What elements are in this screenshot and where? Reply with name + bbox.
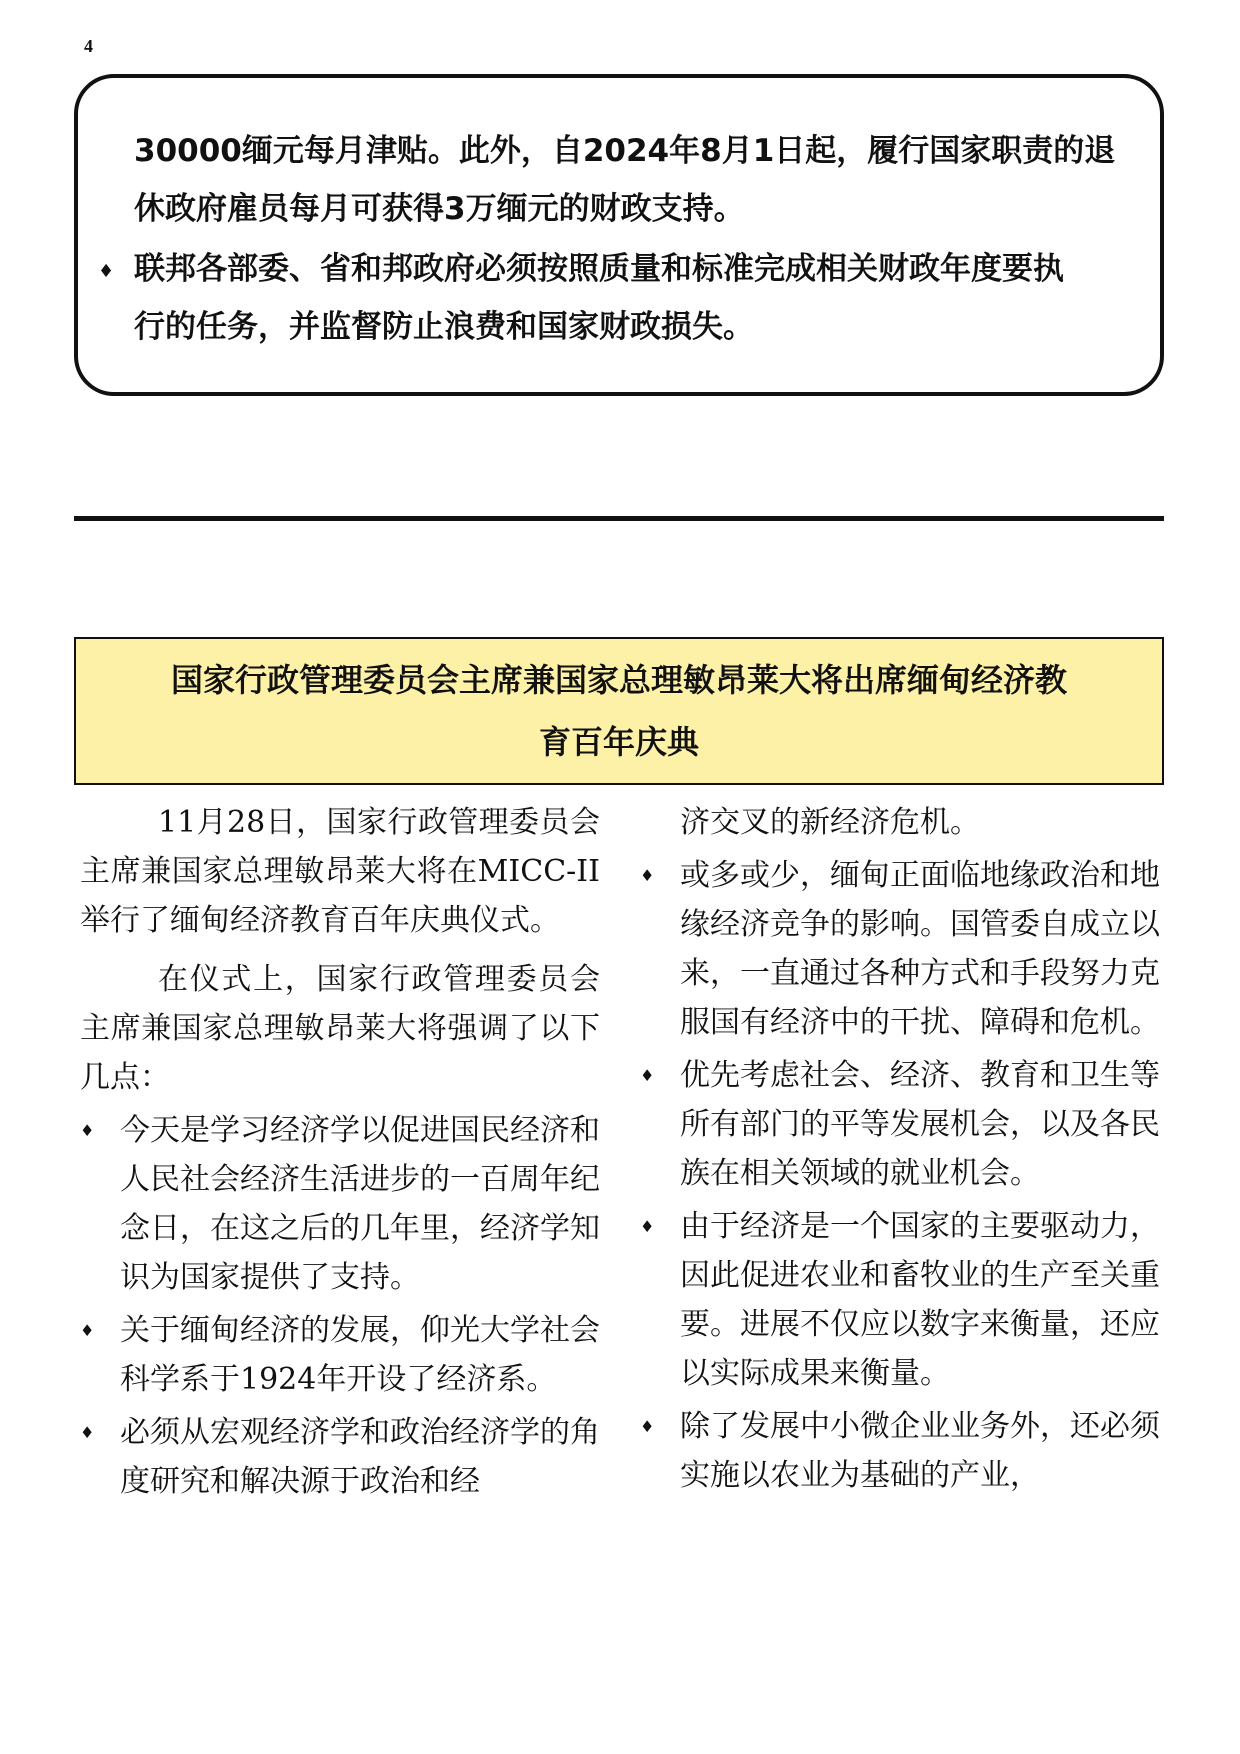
box-line-4: 行的任务，并监督防止浪费和国家财政损失。	[134, 309, 754, 345]
list-item	[80, 1106, 600, 1302]
list-item-text: 除了发展中小微企业业务外，还必须实施以农业为基础的产业，	[680, 1409, 1160, 1493]
bullet-diamond-icon: ♦	[98, 261, 115, 282]
box-line-2: 休政府雇员每月可获得3万缅元的财政支持。	[134, 191, 745, 227]
list-item	[80, 1408, 600, 1506]
continued-text-box	[74, 74, 1164, 396]
list-item	[640, 1402, 1160, 1500]
article-headline	[74, 637, 1164, 785]
section-divider	[74, 516, 1164, 521]
list-item	[640, 851, 1160, 1047]
bullet-diamond-icon: ♦	[640, 866, 655, 885]
list-item-text: 今天是学习经济学以促进国民经济和人民社会经济生活进步的一百周年纪念日，在这之后的几年里，经济学知识为国家提供了支持。	[120, 1113, 600, 1295]
bullet-diamond-icon: ♦	[80, 1121, 95, 1140]
page-number: 4	[84, 36, 93, 56]
continuation-text: 济交叉的新经济危机。	[680, 805, 980, 840]
list-item-text: 由于经济是一个国家的主要驱动力，因此促进农业和畜牧业的生产至关重要。进展不仅应以数字来衡量，还应以实际成果来衡量。	[680, 1209, 1160, 1391]
list-item-text: 优先考虑社会、经济、教育和卫生等所有部门的平等发展机会，以及各民族在相关领域的就业机会。	[680, 1058, 1160, 1191]
list-item-text: 关于缅甸经济的发展，仰光大学社会科学系于1924年开设了经济系。	[120, 1313, 600, 1397]
left-column	[80, 798, 600, 1506]
headline-line-2: 育百年庆典	[538, 723, 699, 761]
box-line-1: 30000缅元每月津贴。此外，自2024年8月1日起，履行国家职责的退	[134, 133, 1116, 169]
box-line-3: 联邦各部委、省和邦政府必须按照质量和标准完成相关财政年度要执	[134, 251, 1064, 287]
right-column	[640, 798, 1160, 1500]
list-item	[80, 1306, 600, 1404]
list-item-text: 或多或少，缅甸正面临地缘政治和地缘经济竞争的影响。国管委自成立以来，一直通过各种方式和手段努力克服国有经济中的干扰、障碍和危机。	[680, 858, 1160, 1040]
bullet-diamond-icon: ♦	[640, 1217, 655, 1236]
bullet-diamond-icon: ♦	[640, 1066, 655, 1085]
bullet-diamond-icon: ♦	[640, 1417, 655, 1436]
headline-line-1: 国家行政管理委员会主席兼国家总理敏昂莱大将出席缅甸经济教	[170, 661, 1067, 699]
paragraph-1: 11月28日，国家行政管理委员会主席兼国家总理敏昂莱大将在MICC-II举行了缅甸经济教育百年庆典仪式。	[80, 805, 600, 938]
bullet-diamond-icon: ♦	[80, 1423, 95, 1442]
paragraph-2: 在仪式上，国家行政管理委员会主席兼国家总理敏昂莱大将强调了以下几点：	[80, 962, 600, 1095]
list-item	[640, 1051, 1160, 1198]
list-item	[640, 1202, 1160, 1398]
bullet-diamond-icon: ♦	[80, 1321, 95, 1340]
list-item-text: 必须从宏观经济学和政治经济学的角度研究和解决源于政治和经	[120, 1415, 600, 1499]
